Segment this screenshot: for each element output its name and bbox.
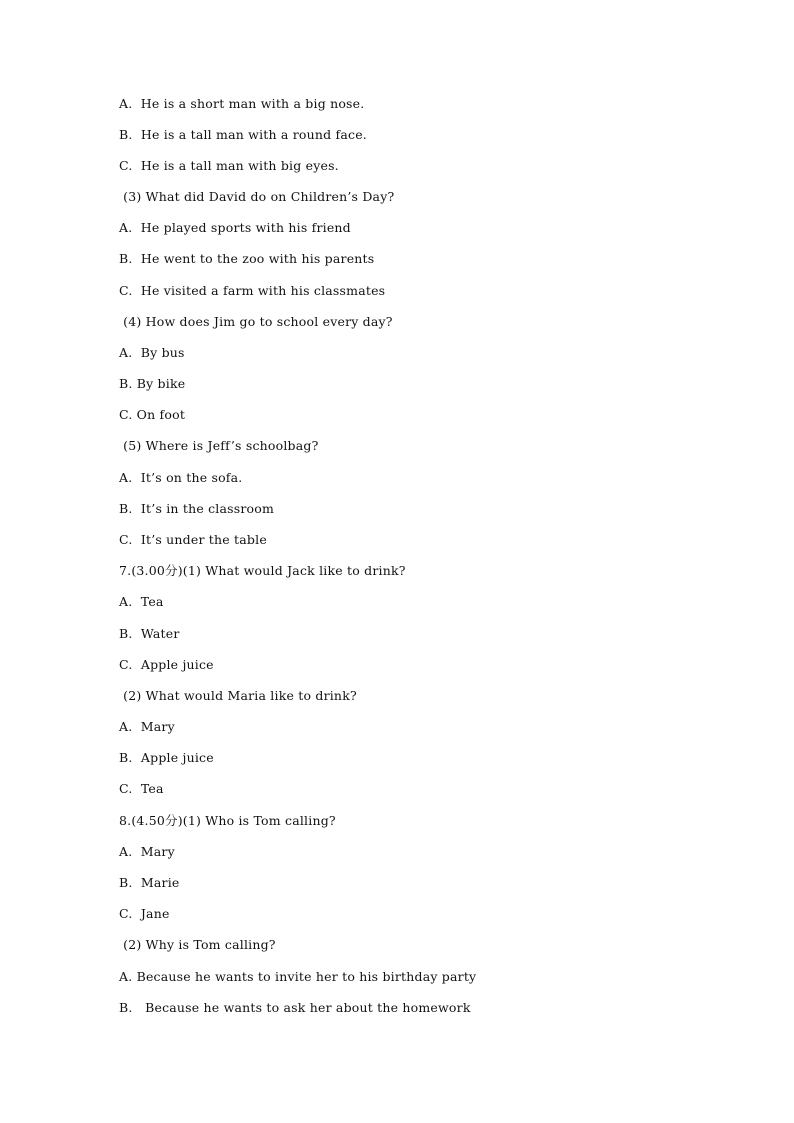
answer-option: A. He is a short man with a big nose. — [119, 96, 365, 111]
answer-option: A. By bus — [119, 345, 185, 360]
answer-option: A. Mary — [119, 719, 175, 734]
answer-option: C. He is a tall man with big eyes. — [119, 158, 339, 173]
answer-option: B. He went to the zoo with his parents — [119, 251, 375, 266]
answer-option: A. Tea — [119, 594, 164, 609]
question-text: (3) What did David do on Children’s Day? — [119, 189, 395, 204]
answer-option: B. It’s in the classroom — [119, 501, 275, 516]
question-heading: 7.(3.00分)(1) What would Jack like to drink? — [119, 563, 406, 578]
answer-option: C. He visited a farm with his classmates — [119, 283, 386, 298]
answer-option: A. It’s on the sofa. — [119, 470, 243, 485]
answer-option: C. Tea — [119, 781, 164, 796]
answer-option: A. He played sports with his friend — [119, 220, 351, 235]
answer-option: C. It’s under the table — [119, 532, 267, 547]
answer-option: A. Mary — [119, 844, 175, 859]
answer-option: B. By bike — [119, 376, 186, 391]
answer-option: B. Water — [119, 626, 180, 641]
answer-option: C. Apple juice — [119, 657, 214, 672]
answer-option: C. On foot — [119, 407, 186, 422]
question-text: (5) Where is Jeff’s schoolbag? — [119, 438, 319, 453]
question-text: (2) What would Maria like to drink? — [119, 688, 357, 703]
answer-option: B. Apple juice — [119, 750, 214, 765]
question-heading: 8.(4.50分)(1) Who is Tom calling? — [119, 813, 336, 828]
answer-option: B. He is a tall man with a round face. — [119, 127, 367, 142]
answer-option: B. Marie — [119, 875, 180, 890]
answer-option: A. Because he wants to invite her to his birthday party — [119, 969, 477, 984]
answer-option: B. Because he wants to ask her about the homework — [119, 1000, 471, 1015]
question-text: (4) How does Jim go to school every day? — [119, 314, 393, 329]
question-text: (2) Why is Tom calling? — [119, 937, 276, 952]
answer-option: C. Jane — [119, 906, 170, 921]
